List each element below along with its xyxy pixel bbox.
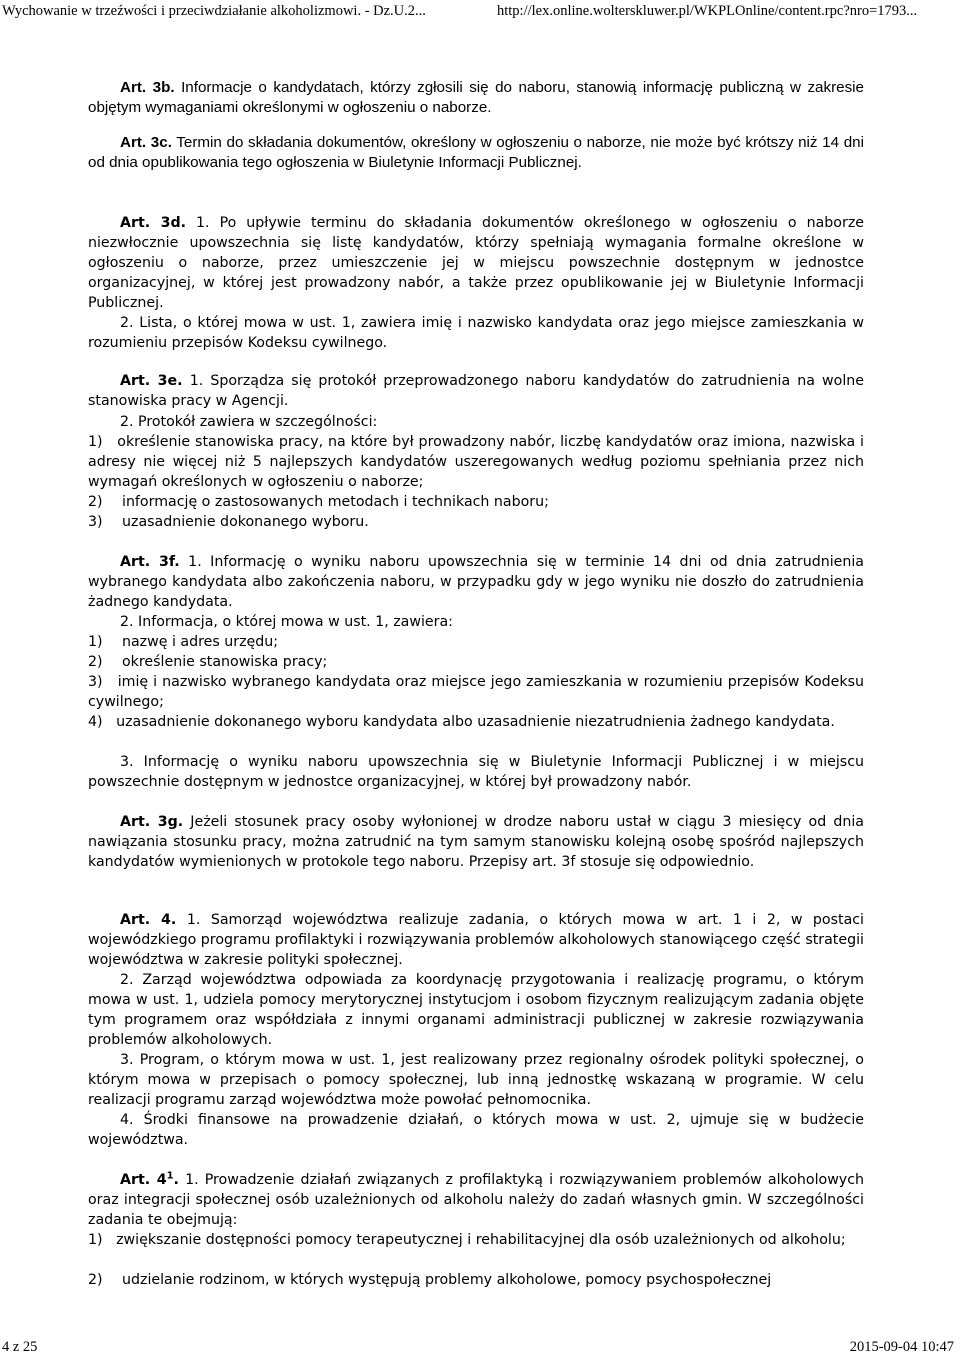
article-label: Art. 3f.	[120, 554, 180, 570]
article-3f-item-2	[88, 652, 864, 672]
article-text: Informacje o kandydatach, którzy zgłosili się do naboru, stanowią informację publiczną w zakresie objętym wymaganiami określonymi w ogłoszeniu o naborze.	[88, 79, 864, 116]
article-3f-item-4	[88, 712, 864, 732]
page-number: 4 z 25	[2, 1339, 38, 1355]
item-number: 2)	[88, 494, 103, 510]
article-label: Art. 3b.	[120, 79, 175, 96]
article-3d	[88, 213, 864, 313]
article-label: Art. 3e.	[120, 373, 183, 389]
article-3c	[88, 133, 864, 173]
article-label: Art. 3c.	[120, 134, 172, 151]
item-text: uzasadnienie dokonanego wyboru.	[122, 514, 369, 530]
item-number: 2)	[88, 1272, 103, 1288]
article-3f-paragraph-2: 2. Informacja, o której mowa w ust. 1, zawiera:	[120, 614, 453, 630]
article-4	[88, 910, 864, 970]
article-4-paragraph-4: 4. Środki finansowe na prowadzenie działań, o których mowa w ust. 2, ujmuje się w budżecie województwa.	[88, 1112, 864, 1148]
article-3b	[88, 78, 864, 118]
item-number: 4)	[88, 714, 103, 730]
article-3f-paragraph-3: 3. Informację o wyniku naboru upowszechnia się w Biuletynie Informacji Publicznej i w miejscu powszechnie dostępnym w jednostce organizacyjnej, w której był prowadzony nabór.	[88, 754, 864, 790]
article-superscript: 1	[166, 1170, 174, 1182]
article-3f-item-3	[88, 672, 864, 712]
article-3e	[88, 371, 864, 411]
item-text: informację o zastosowanych metodach i technikach naboru;	[122, 494, 549, 510]
item-text: zwiększanie dostępności pomocy terapeutycznej i rehabilitacyjnej dla osób uzależnionych od alkoholu;	[116, 1232, 846, 1248]
item-number: 3)	[88, 514, 103, 530]
article-3g	[88, 812, 864, 872]
article-label: Art. 4.	[120, 912, 177, 928]
item-number: 1)	[88, 434, 103, 450]
article-3f	[88, 552, 864, 612]
article-label: Art. $4^1$.	[120, 1170, 179, 1188]
item-number: 3)	[88, 674, 103, 690]
article-label: Art. 3g.	[120, 814, 184, 830]
item-text: uzasadnienie dokonanego wyboru kandydata albo uzasadnienie niezatrudnienia żadnego kandydata.	[116, 714, 835, 730]
article-text: Jeżeli stosunek pracy osoby wyłonionej w drodze naboru ustał w ciągu 3 miesięcy od dnia nawiązania stosunku pracy, można zatrudnić na tym samym stanowisku kolejną osobę spośród najlepszych kandydatów wymienionych w protokole tego naboru. Przepisy art. 3f stosuje się odpowiednio.	[88, 814, 864, 870]
item-text: udzielanie rodzinom, w których występują problemy alkoholowe, pomocy psychospołecznej	[122, 1272, 772, 1288]
article-4-paragraph-3: 3. Program, o którym mowa w ust. 1, jest realizowany przez regionalny ośrodek polityki społecznej, o którym mowa w przepisach o pomocy społecznej, lub inną jednostkę wskazaną w programie. W celu realizacji programu zarząd województwa może powołać pełnomocnika.	[88, 1052, 864, 1108]
article-4-paragraph-2: 2. Zarząd województwa odpowiada za koordynację przygotowania i realizację programu, o którym mowa w ust. 1, udziela pomocy merytorycznej instytucjom i osobom fizycznym realizującym zadania objęte tym programem oraz współdziała z innymi organami administracji publicznej w zakresie rozwiązywania problemów alkoholowych.	[88, 972, 864, 1048]
article-4-1-item-1	[88, 1230, 864, 1250]
item-text: określenie stanowiska pracy, na które był prowadzony nabór, liczbę kandydatów oraz imiona, nazwiska i adresy nie więcej niż 5 najlepszych kandydatów uszeregowanych według poziomu spełniania przez nich wymagań określonych w ogłoszeniu o naborze;	[88, 434, 865, 490]
item-text: imię i nazwisko wybranego kandydata oraz miejsce jego zamieszkania w rozumieniu przepisów Kodeksu cywilnego;	[88, 674, 864, 710]
paragraph-1: 1. Prowadzenie działań związanych z profilaktyką i rozwiązywaniem problemów alkoholowych oraz integracji społecznej osób uzależnionych od alkoholu należy do zadań własnych gmin. W szczególności zadania te obejmują:	[88, 1172, 864, 1228]
document-url: http://lex.online.wolterskluwer.pl/WKPLOnline/content.rpc?nro=1793...	[497, 3, 918, 19]
item-number: 2)	[88, 654, 103, 670]
article-3e-paragraph-2: 2. Protokół zawiera w szczególności:	[120, 414, 378, 430]
article-4-1	[88, 1170, 864, 1230]
item-number: 1)	[88, 1232, 103, 1248]
article-3d-paragraph-2: 2. Lista, o której mowa w ust. 1, zawiera imię i nazwisko kandydata oraz jego miejsce zamieszkania w rozumieniu przepisów Kodeksu cywilnego.	[88, 315, 864, 351]
document-title: Wychowanie w trzeźwości i przeciwdziałanie alkoholizmowi. - Dz.U.2...	[2, 3, 426, 19]
item-text: nazwę i adres urzędu;	[122, 634, 279, 650]
paragraph-1: 1. Po upływie terminu do składania dokumentów określonego w ogłoszeniu o naborze niezwłocznie upowszechnia się listę kandydatów, którzy spełniają wymagania formalne określone w ogłoszeniu o naborze, przez umieszczenie jej w miejscu powszechnie dostępnym w jednostce organizacyjnej, w której jest prowadzony nabór, a także przez opublikowanie jej w Biuletynie Informacji Publicznej.	[88, 215, 864, 311]
article-label: Art. 3d.	[120, 215, 187, 231]
paragraph-1: 1. Samorząd województwa realizuje zadania, o których mowa w art. 1 i 2, w postaci wojewódzkiego programu profilaktyki i rozwiązywania problemów alkoholowych stanowiącego część strategii województwa w zakresie polityki społecznej.	[88, 912, 864, 968]
article-3e-item-1	[88, 432, 864, 492]
article-3f-item-1	[88, 632, 864, 652]
article-text: Termin do składania dokumentów, określony w ogłoszeniu o naborze, nie może być krótszy niż 14 dni od dnia opublikowania tego ogłoszenia w Biuletynie Informacji Publicznej.	[88, 134, 864, 171]
article-3e-item-2	[88, 492, 864, 512]
paragraph-1: 1. Informację o wyniku naboru upowszechnia się w terminie 14 dni od dnia zatrudnienia wybranego kandydata albo zakończenia naboru, w przypadku gdy w jego wyniku nie doszło do zatrudnienia żadnego kandydata.	[88, 554, 865, 610]
item-number: 1)	[88, 634, 103, 650]
article-4-1-item-2	[88, 1270, 864, 1290]
article-3e-item-3	[88, 512, 864, 532]
item-text: określenie stanowiska pracy;	[122, 654, 328, 670]
print-datetime: 2015-09-04 10:47	[849, 1339, 954, 1355]
paragraph-1: 1. Sporządza się protokół przeprowadzonego naboru kandydatów do zatrudnienia na wolne stanowiska pracy w Agencji.	[88, 373, 864, 409]
